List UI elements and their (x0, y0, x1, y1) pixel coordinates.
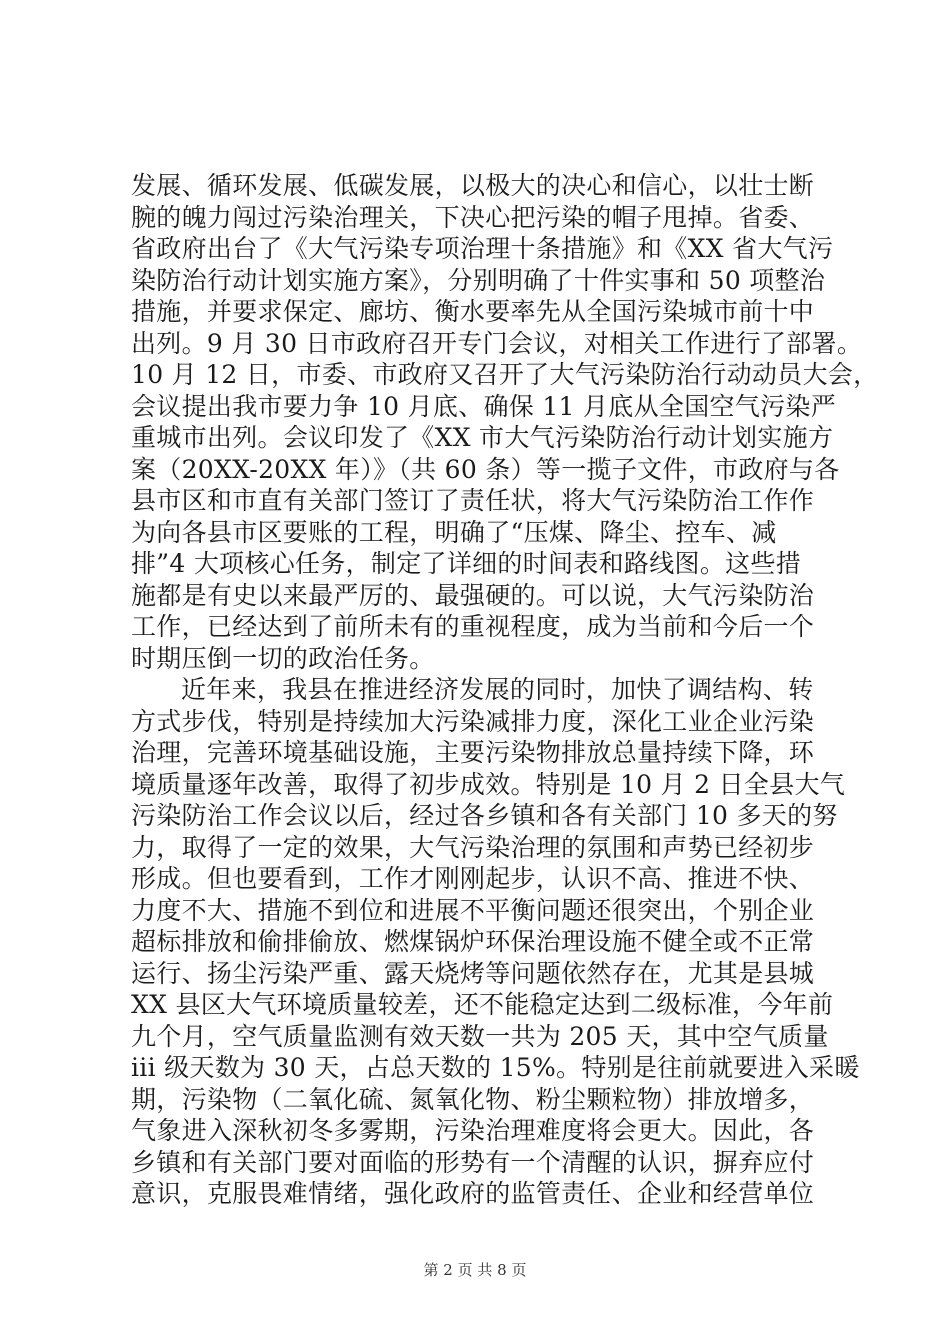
text-line: 10 月 12 日，市委、市政府又召开了大气污染防治行动动员大会， (131, 360, 879, 389)
text-line: 排”4 大项核心任务，制定了详细的时间表和路线图。这些措 (131, 549, 802, 578)
page-footer: 第 2 页 共 8 页 (423, 1261, 527, 1279)
document-body (131, 170, 879, 1210)
text-line: XX 县区大气环境质量较差，还不能稳定达到二级标准，今年前 (131, 990, 834, 1019)
text-line: 期，污染物（二氧化硫、氮氧化物、粉尘颗粒物）排放增多， (131, 1084, 815, 1114)
text-line: 措施，并要求保定、廊坊、衡水要率先从全国污染城市前十中 (131, 297, 815, 326)
text-line: 腕的魄力闯过污染治理关，下决心把污染的帽子甩掉。省委、 (131, 202, 815, 232)
text-line: 发展、循环发展、低碳发展，以极大的决心和信心，以壮士断 (131, 171, 815, 200)
text-line: iii 级天数为 30 天，占总天数的 15%。特别是往前就要进入采暖 (131, 1053, 860, 1082)
text-line: 意识，克服畏难情绪，强化政府的监管责任、企业和经营单位 (131, 1179, 815, 1208)
text-line: 境质量逐年改善，取得了初步成效。特别是 10 月 2 日全县大气 (131, 769, 846, 799)
text-line: 气象进入深秋初冬多雾期，污染治理难度将会更大。因此，各 (131, 1116, 815, 1145)
text-line: 运行、扬尘污染严重、露天烧烤等问题依然存在，尤其是县城 (131, 958, 815, 988)
text-line: 治理，完善环境基础设施，主要污染物排放总量持续下降，环 (131, 738, 815, 767)
text-line: 九个月，空气质量监测有效天数一共为 205 天，其中空气质量 (131, 1021, 829, 1051)
text-line: 省政府出台了《大气污染专项治理十条措施》和《XX 省大气污 (131, 234, 834, 263)
text-line: 为向各县市区要账的工程，明确了“压煤、降尘、控车、减 (131, 517, 777, 547)
text-line: 近年来，我县在推进经济发展的同时，加快了调结构、转 (181, 675, 814, 704)
text-line: 染防治行动计划实施方案》，分别明确了十件实事和 50 项整治 (131, 265, 826, 295)
text-line: 工作，已经达到了前所未有的重视程度，成为当前和今后一个 (131, 612, 815, 641)
text-line: 污染防治工作会议以后，经过各乡镇和各有关部门 10 多天的努 (131, 801, 838, 830)
paragraph-1 (131, 170, 879, 674)
text-line: 形成。但也要看到，工作才刚刚起步，认识不高、推进不快、 (131, 864, 815, 893)
text-line: 力度不大、措施不到位和进展不平衡问题还很突出，个别企业 (131, 895, 815, 925)
text-line: 出列。9 月 30 日市政府召开专门会议，对相关工作进行了部署。 (131, 328, 863, 358)
text-line: 施都是有史以来最严厉的、最强硬的。可以说，大气污染防治 (131, 580, 815, 610)
text-line: 会议提出我市要力争 10 月底、确保 11 月底从全国空气污染严 (131, 391, 837, 421)
text-line: 方式步伐，特别是持续加大污染减排力度，深化工业企业污染 (131, 706, 815, 736)
text-line: 重城市出列。会议印发了《XX 市大气污染防治行动计划实施方 (131, 423, 834, 452)
text-line: 乡镇和有关部门要对面临的形势有一个清醒的认识，摒弃应付 (131, 1147, 815, 1177)
text-line: 超标排放和偷排偷放、燃煤锅炉环保治理设施不健全或不正常 (131, 927, 815, 956)
text-line: 时期压倒一切的政治任务。 (131, 643, 435, 673)
text-line: 力，取得了一定的效果，大气污染治理的氛围和声势已经初步 (131, 832, 815, 862)
text-line: 案（20XX-20XX 年）》（共 60 条）等一揽子文件，市政府与各 (131, 454, 840, 484)
paragraph-2 (131, 674, 860, 1210)
text-line: 县市区和市直有关部门签订了责任状，将大气污染防治工作作 (131, 486, 815, 515)
